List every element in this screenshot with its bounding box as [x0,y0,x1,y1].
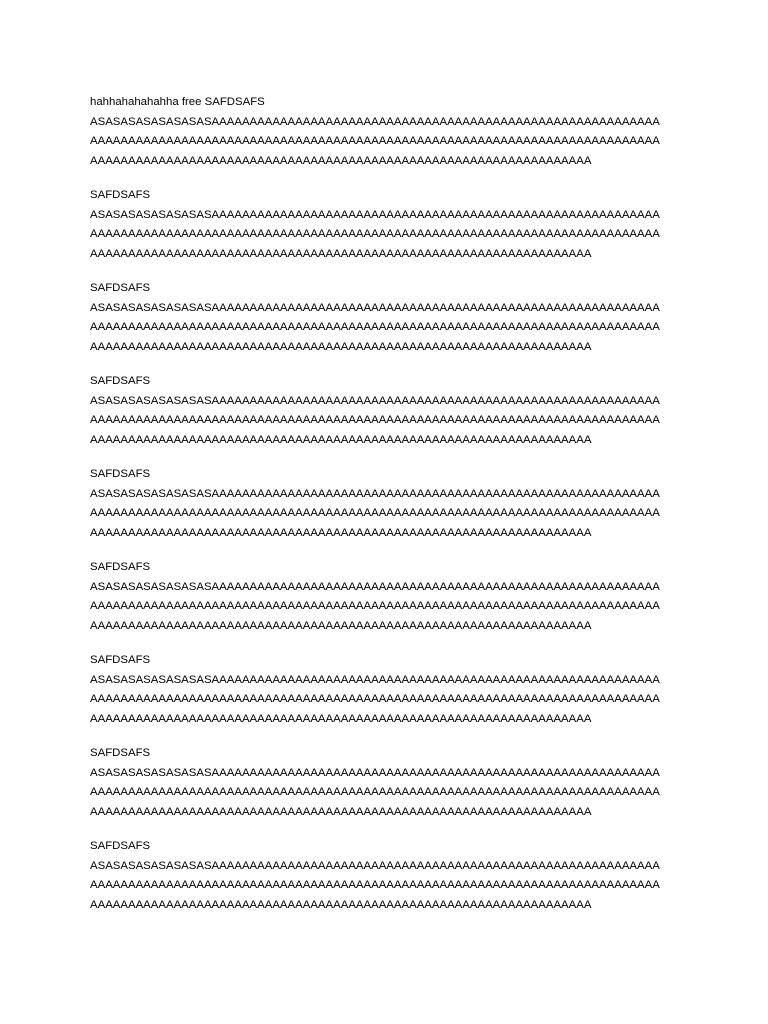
paragraph [90,744,690,837]
text-line: ASASASASASASASASAAAAAAAAAAAAAAAAAAAAAAAAAAAAAAAAAAAAAAAAAAAAAAAAAAAAAAAAAAA [90,580,660,593]
text-line: AAAAAAAAAAAAAAAAAAAAAAAAAAAAAAAAAAAAAAAAAAAAAAAAAAAAAAAAAAAAAAAAAA [90,526,592,539]
text-line: AAAAAAAAAAAAAAAAAAAAAAAAAAAAAAAAAAAAAAAAAAAAAAAAAAAAAAAAAAAAAAAAAAAAAAAAAAA [90,135,660,147]
text-line: AAAAAAAAAAAAAAAAAAAAAAAAAAAAAAAAAAAAAAAAAAAAAAAAAAAAAAAAAAAAAAAAAA [90,247,592,260]
text-line: AAAAAAAAAAAAAAAAAAAAAAAAAAAAAAAAAAAAAAAAAAAAAAAAAAAAAAAAAAAAAAAAAA [90,154,592,167]
paragraph [90,279,690,372]
paragraph [90,837,690,930]
text-line: AAAAAAAAAAAAAAAAAAAAAAAAAAAAAAAAAAAAAAAAAAAAAAAAAAAAAAAAAAAAAAAAAA [90,619,592,632]
text-line: AAAAAAAAAAAAAAAAAAAAAAAAAAAAAAAAAAAAAAAAAAAAAAAAAAAAAAAAAAAAAAAAAA [90,712,592,725]
paragraph-heading: SAFDSAFS [90,654,151,666]
paragraph [90,558,690,651]
text-line: AAAAAAAAAAAAAAAAAAAAAAAAAAAAAAAAAAAAAAAAAAAAAAAAAAAAAAAAAAAAAAAAAAAAAAAAAAA [90,321,660,333]
paragraph-heading: hahhahahahahha free SAFDSAFS [90,96,265,108]
paragraph-heading: SAFDSAFS [90,189,151,201]
text-line: ASASASASASASASASAAAAAAAAAAAAAAAAAAAAAAAAAAAAAAAAAAAAAAAAAAAAAAAAAAAAAAAAAAA [90,301,660,314]
text-line: AAAAAAAAAAAAAAAAAAAAAAAAAAAAAAAAAAAAAAAAAAAAAAAAAAAAAAAAAAAAAAAAAAAAAAAAAAA [90,693,660,705]
paragraph [90,372,690,465]
text-line: AAAAAAAAAAAAAAAAAAAAAAAAAAAAAAAAAAAAAAAAAAAAAAAAAAAAAAAAAAAAAAAAAAAAAAAAAAA [90,600,660,612]
paragraph-heading: SAFDSAFS [90,747,151,759]
text-line: ASASASASASASASASAAAAAAAAAAAAAAAAAAAAAAAAAAAAAAAAAAAAAAAAAAAAAAAAAAAAAAAAAAA [90,859,660,872]
text-line: ASASASASASASASASAAAAAAAAAAAAAAAAAAAAAAAAAAAAAAAAAAAAAAAAAAAAAAAAAAAAAAAAAAA [90,394,660,407]
text-line: ASASASASASASASASAAAAAAAAAAAAAAAAAAAAAAAAAAAAAAAAAAAAAAAAAAAAAAAAAAAAAAAAAAA [90,487,660,500]
text-line: ASASASASASASASASAAAAAAAAAAAAAAAAAAAAAAAAAAAAAAAAAAAAAAAAAAAAAAAAAAAAAAAAAAA [90,208,660,221]
text-line: AAAAAAAAAAAAAAAAAAAAAAAAAAAAAAAAAAAAAAAAAAAAAAAAAAAAAAAAAAAAAAAAAAAAAAAAAAA [90,507,660,519]
document-body[interactable] [90,93,690,930]
paragraph [90,651,690,744]
text-line: AAAAAAAAAAAAAAAAAAAAAAAAAAAAAAAAAAAAAAAAAAAAAAAAAAAAAAAAAAAAAAAAAA [90,898,592,911]
text-line: ASASASASASASASASAAAAAAAAAAAAAAAAAAAAAAAAAAAAAAAAAAAAAAAAAAAAAAAAAAAAAAAAAAA [90,673,660,686]
text-line: ASASASASASASASASAAAAAAAAAAAAAAAAAAAAAAAAAAAAAAAAAAAAAAAAAAAAAAAAAAAAAAAAAAA [90,766,660,779]
text-line: ASASASASASASASASAAAAAAAAAAAAAAAAAAAAAAAAAAAAAAAAAAAAAAAAAAAAAAAAAAAAAAAAAAA [90,115,660,128]
text-line: AAAAAAAAAAAAAAAAAAAAAAAAAAAAAAAAAAAAAAAAAAAAAAAAAAAAAAAAAAAAAAAAAAAAAAAAAAA [90,228,660,240]
text-line: AAAAAAAAAAAAAAAAAAAAAAAAAAAAAAAAAAAAAAAAAAAAAAAAAAAAAAAAAAAAAAAAAA [90,805,592,818]
text-line: AAAAAAAAAAAAAAAAAAAAAAAAAAAAAAAAAAAAAAAAAAAAAAAAAAAAAAAAAAAAAAAAAAAAAAAAAAA [90,786,660,798]
text-line: AAAAAAAAAAAAAAAAAAAAAAAAAAAAAAAAAAAAAAAAAAAAAAAAAAAAAAAAAAAAAAAAAAAAAAAAAAA [90,879,660,891]
paragraph-heading: SAFDSAFS [90,840,151,852]
paragraph [90,186,690,279]
paragraph [90,93,690,186]
text-line: AAAAAAAAAAAAAAAAAAAAAAAAAAAAAAAAAAAAAAAAAAAAAAAAAAAAAAAAAAAAAAAAAA [90,340,592,353]
paragraph [90,465,690,558]
text-line: AAAAAAAAAAAAAAAAAAAAAAAAAAAAAAAAAAAAAAAAAAAAAAAAAAAAAAAAAAAAAAAAAAAAAAAAAAA [90,414,660,426]
text-line: AAAAAAAAAAAAAAAAAAAAAAAAAAAAAAAAAAAAAAAAAAAAAAAAAAAAAAAAAAAAAAAAAA [90,433,592,446]
paragraph-heading: SAFDSAFS [90,375,151,387]
paragraph-heading: SAFDSAFS [90,282,151,294]
paragraph-heading: SAFDSAFS [90,468,151,480]
paragraph-heading: SAFDSAFS [90,561,151,573]
